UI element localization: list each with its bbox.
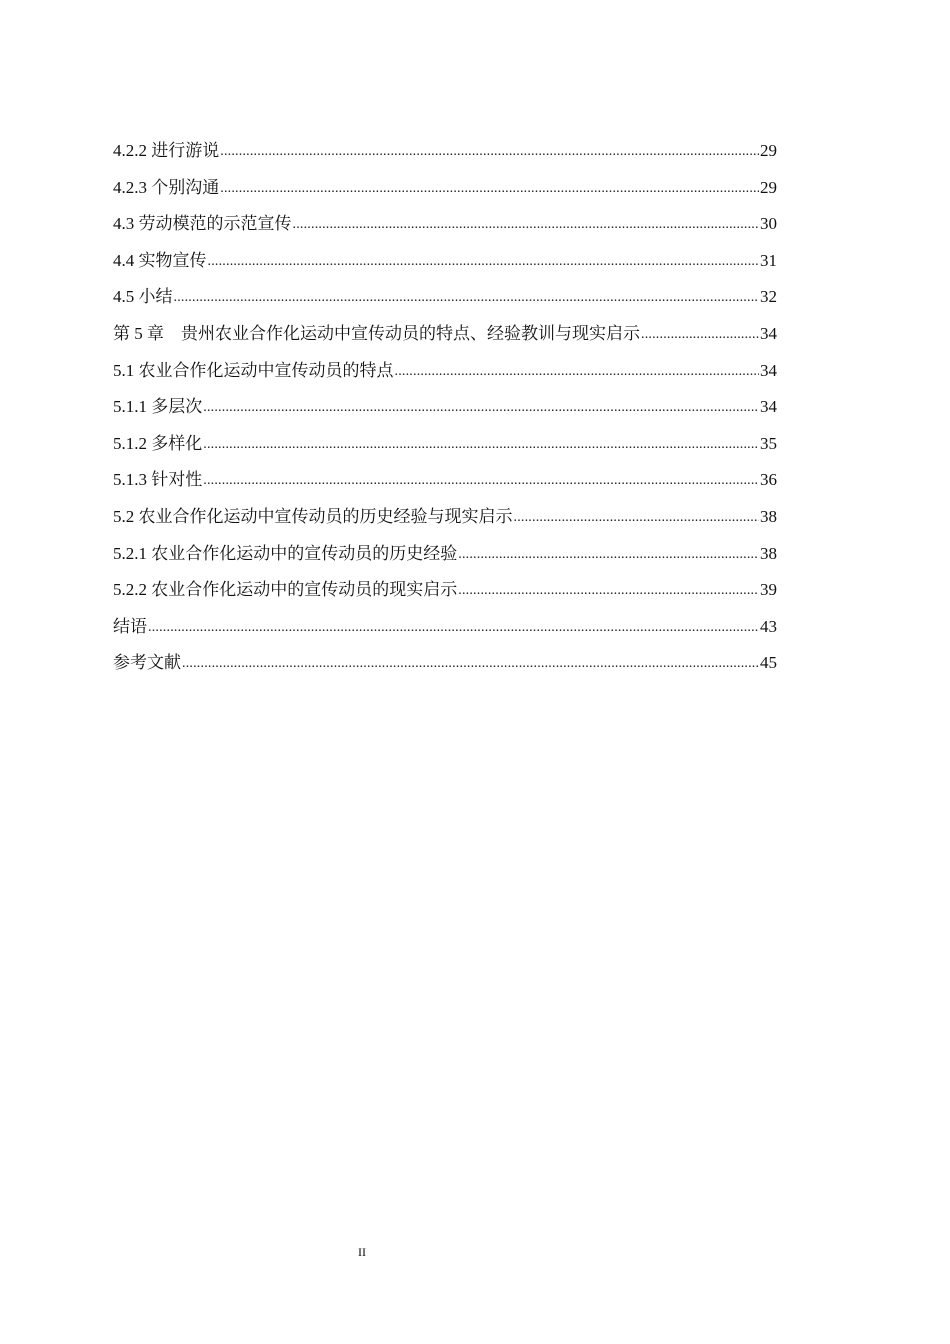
toc-entry-title: 4.4 实物宣传	[113, 250, 207, 270]
toc-entry-4-4[interactable]	[113, 243, 777, 280]
toc-entry-page: 32	[760, 287, 777, 307]
toc-entry-5-1-2[interactable]	[113, 426, 777, 463]
toc-entry-references[interactable]	[113, 645, 777, 682]
toc-dot-leader	[182, 646, 759, 683]
toc-dot-leader	[203, 463, 759, 500]
toc-dot-leader	[208, 244, 760, 281]
toc-entry-page: 29	[760, 141, 777, 160]
toc-entry-title: 参考文献	[113, 653, 181, 673]
toc-entry-4-2-3[interactable]	[113, 170, 777, 207]
toc-entry-title: 5.1 农业合作化运动中宣传动员的特点	[113, 360, 394, 380]
toc-entry-5-1-3[interactable]	[113, 462, 777, 499]
table-of-contents	[113, 133, 777, 682]
toc-dot-leader	[395, 354, 760, 391]
toc-entry-page: 39	[760, 580, 777, 600]
toc-entry-page: 45	[760, 653, 777, 673]
toc-dot-leader	[220, 134, 759, 171]
toc-dot-leader	[220, 171, 759, 208]
toc-entry-title: 结语	[113, 616, 147, 636]
toc-entry-page: 38	[760, 506, 777, 526]
toc-entry-5-1[interactable]	[113, 353, 777, 390]
toc-entry-page: 29	[760, 177, 777, 197]
toc-dot-leader	[293, 207, 760, 244]
toc-entry-page: 34	[760, 323, 777, 343]
toc-entry-5-2-1[interactable]	[113, 536, 777, 573]
toc-entry-page: 43	[760, 616, 777, 636]
toc-entry-page: 36	[760, 470, 777, 490]
toc-entry-page: 38	[760, 543, 777, 563]
toc-entry-page: 30	[760, 214, 777, 234]
toc-entry-5-2[interactable]	[113, 499, 777, 536]
toc-dot-leader	[203, 390, 759, 427]
toc-dot-leader	[174, 280, 760, 317]
toc-entry-4-2-2[interactable]	[113, 133, 777, 170]
toc-entry-title: 4.5 小结	[113, 287, 173, 307]
toc-dot-leader	[514, 500, 760, 537]
toc-entry-title: 4.2.2 进行游说	[113, 141, 220, 160]
toc-entry-title: 5.1.3 针对性	[113, 470, 203, 490]
toc-entry-chapter-5[interactable]	[113, 316, 777, 353]
toc-entry-title: 5.2 农业合作化运动中宣传动员的历史经验与现实启示	[113, 506, 513, 526]
toc-entry-title: 第 5 章 贵州农业合作化运动中宣传动员的特点、经验教训与现实启示	[113, 323, 640, 343]
toc-entry-4-3[interactable]	[113, 206, 777, 243]
toc-entry-title: 5.1.2 多样化	[113, 433, 203, 453]
toc-entry-title: 4.2.3 个别沟通	[113, 177, 220, 197]
toc-entry-page: 35	[760, 433, 777, 453]
toc-entry-5-1-1[interactable]	[113, 389, 777, 426]
toc-dot-leader	[203, 427, 759, 464]
toc-entry-title: 4.3 劳动模范的示范宣传	[113, 214, 292, 234]
toc-entry-title: 5.1.1 多层次	[113, 397, 203, 417]
toc-dot-leader	[458, 537, 759, 574]
page-number: II	[358, 1245, 366, 1259]
toc-dot-leader	[148, 610, 759, 647]
toc-entry-page: 34	[760, 360, 777, 380]
toc-entry-conclusion[interactable]	[113, 609, 777, 646]
toc-entry-5-2-2[interactable]	[113, 572, 777, 609]
toc-entry-4-5[interactable]	[113, 279, 777, 316]
toc-dot-leader	[458, 573, 759, 610]
toc-entry-page: 34	[760, 397, 777, 417]
toc-dot-leader	[641, 317, 759, 354]
toc-entry-title: 5.2.2 农业合作化运动中的宣传动员的现实启示	[113, 580, 458, 600]
toc-entry-title: 5.2.1 农业合作化运动中的宣传动员的历史经验	[113, 543, 458, 563]
toc-entry-page: 31	[760, 250, 777, 270]
